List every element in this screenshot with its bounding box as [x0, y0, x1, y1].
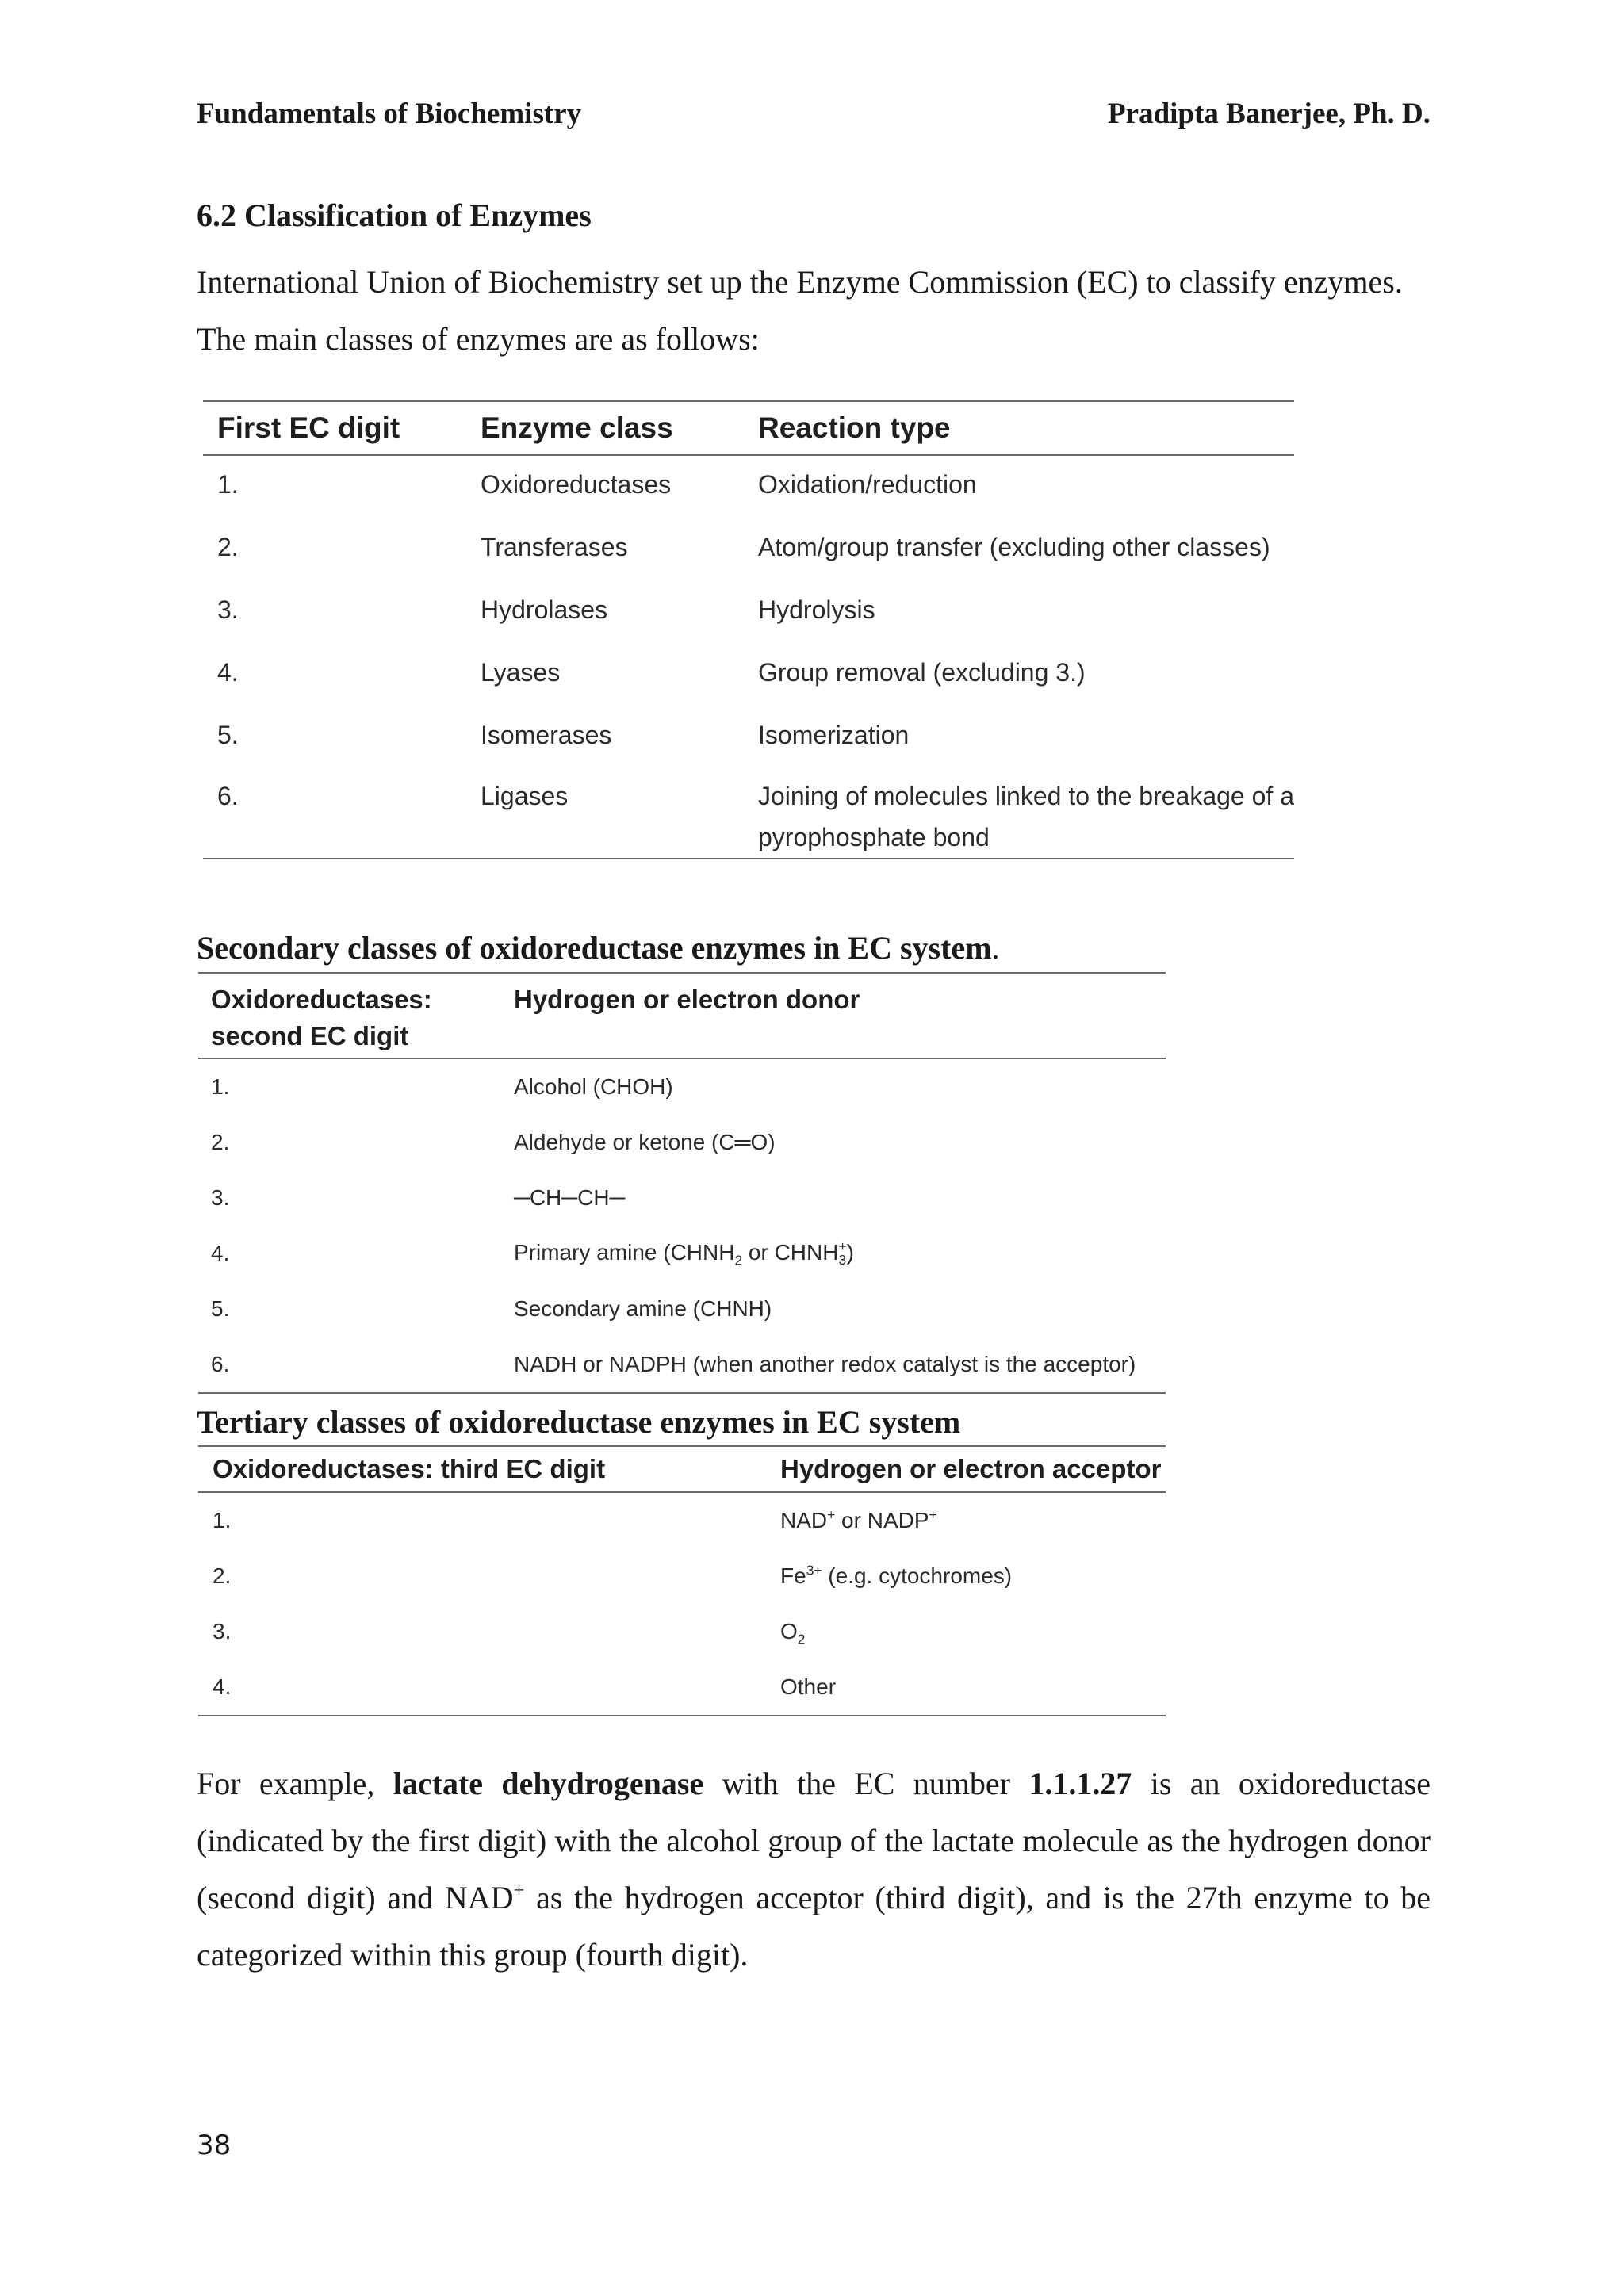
- donor-cell: Alcohol (CHOH): [514, 1074, 673, 1099]
- enzyme-name: lactate dehydrogenase: [393, 1766, 704, 1801]
- ec-digit-cell: 6.: [217, 782, 239, 810]
- ec-digit-cell: 1.: [211, 1074, 230, 1099]
- donor-cell: Aldehyde or ketone (C═O): [514, 1130, 776, 1154]
- ec-digit-cell: 1.: [217, 470, 239, 499]
- table-row: [198, 1659, 1166, 1716]
- table-header-row: [198, 1446, 1166, 1492]
- tertiary-classes-table: [198, 1445, 1166, 1716]
- column-header: Reaction type: [758, 401, 1294, 455]
- acceptor-text: or NADP: [835, 1508, 929, 1533]
- table-row: [203, 581, 1294, 644]
- enzyme-class-cell: Transferases: [481, 533, 628, 561]
- enzyme-class-cell: Hydrolases: [481, 595, 608, 624]
- example-text: as the hydrogen acceptor (third digit), and is the 27th enzyme to be categorized within this group (fourth digit).: [197, 1880, 1431, 1973]
- table-row: [203, 769, 1294, 859]
- secondary-classes-table: [198, 972, 1166, 1394]
- donor-cell: ─CH─CH─: [514, 1185, 626, 1210]
- ec-digit-cell: 3.: [217, 595, 239, 624]
- column-header: Enzyme class: [481, 401, 758, 455]
- ec-digit-cell: 4.: [213, 1674, 232, 1699]
- superscript: 3+: [806, 1562, 822, 1578]
- table-row: [198, 1226, 1166, 1281]
- enzyme-class-cell: Ligases: [481, 782, 569, 810]
- column-header: Oxidoreductases: third EC digit: [198, 1446, 780, 1492]
- column-header: [198, 973, 514, 1058]
- ec-digit-cell: 4.: [211, 1241, 230, 1265]
- book-title: Fundamentals of Biochemistry: [197, 98, 582, 130]
- example-text: For example,: [197, 1766, 393, 1801]
- caption-text: Secondary classes of oxidoreductase enzymes in EC system: [197, 930, 992, 966]
- acceptor-text: NAD: [780, 1508, 828, 1533]
- ec-number: 1.1.1.27: [1028, 1766, 1132, 1801]
- column-header: First EC digit: [203, 401, 481, 455]
- superscript: +: [827, 1506, 836, 1523]
- intro-paragraph: International Union of Biochemistry set up the Enzyme Commission (EC) to classify enzymes. The main classes of enzymes are as follows:: [197, 264, 1403, 357]
- table-row: [203, 644, 1294, 706]
- ec-digit-cell: 4.: [217, 658, 239, 687]
- caption-period: .: [991, 930, 1000, 966]
- table-row: [203, 455, 1294, 519]
- ec-digit-cell: 2.: [211, 1130, 230, 1154]
- subscript: 2: [734, 1252, 743, 1269]
- subscript: 2: [797, 1631, 806, 1647]
- acceptor-text: Fe: [780, 1563, 806, 1588]
- section-heading: 6.2 Classification of Enzymes: [197, 197, 592, 233]
- subscript: 3: [838, 1252, 847, 1269]
- donor-text: or CHNH: [742, 1239, 839, 1265]
- ec-digit-cell: 3.: [213, 1619, 232, 1644]
- ec-digit-cell: 2.: [213, 1563, 232, 1588]
- reaction-type-cell: Isomerization: [758, 721, 910, 749]
- donor-cell: Secondary amine (CHNH): [514, 1296, 772, 1321]
- ec-digit-cell: 6.: [211, 1352, 230, 1376]
- acceptor-cell: [780, 1548, 1166, 1604]
- reaction-type-cell: Group removal (excluding 3.): [758, 658, 1086, 687]
- reaction-type-cell: Oxidation/reduction: [758, 470, 977, 499]
- acceptor-text: O: [780, 1619, 798, 1644]
- author-name: Pradipta Banerjee, Ph. D.: [1108, 98, 1431, 130]
- superscript: +: [513, 1880, 525, 1902]
- table-header-row: [198, 973, 1166, 1058]
- acceptor-cell: [780, 1604, 1166, 1659]
- example-text: is an oxidoreductase (indicated by the first digit) with the alcohol group of the lactate molecule as the hydrogen donor (second digit) and NAD: [197, 1766, 1431, 1915]
- table-row: [198, 1548, 1166, 1604]
- donor-cell: [514, 1226, 1166, 1281]
- column-header: Hydrogen or electron donor: [514, 973, 1166, 1058]
- table-row: [198, 1604, 1166, 1659]
- acceptor-cell: Other: [780, 1674, 837, 1699]
- example-paragraph: [197, 1755, 1431, 1984]
- ec-digit-cell: 5.: [211, 1296, 230, 1321]
- superscript: +: [929, 1506, 937, 1523]
- donor-text: Primary amine (CHNH: [514, 1239, 735, 1265]
- acceptor-text: (e.g. cytochromes): [822, 1563, 1013, 1588]
- page-number: 38: [197, 2130, 232, 2161]
- header-line: Oxidoreductases:: [211, 985, 432, 1014]
- reaction-type-cell: Joining of molecules linked to the breakage of a pyrophosphate bond: [758, 782, 1294, 851]
- enzyme-class-cell: Oxidoreductases: [481, 470, 672, 499]
- table-row: [203, 706, 1294, 769]
- ec-digit-cell: 5.: [217, 721, 239, 749]
- table-row: [198, 1281, 1166, 1337]
- example-text: with the EC number: [703, 1766, 1029, 1801]
- ec-digit-cell: 1.: [213, 1508, 232, 1533]
- donor-cell: NADH or NADPH (when another redox catalyst is the acceptor): [514, 1352, 1136, 1376]
- acceptor-cell: [780, 1492, 1166, 1548]
- table-row: [198, 1492, 1166, 1548]
- ec-digit-cell: 2.: [217, 533, 239, 561]
- table-row: [203, 519, 1294, 581]
- tertiary-classes-caption: Tertiary classes of oxidoreductase enzymes in EC system: [197, 1404, 961, 1440]
- table-row: [198, 1058, 1166, 1115]
- donor-text: ): [846, 1239, 854, 1265]
- table-row: [198, 1337, 1166, 1393]
- reaction-type-cell: Atom/group transfer (excluding other classes): [758, 533, 1270, 561]
- column-header: Hydrogen or electron acceptor: [780, 1446, 1166, 1492]
- secondary-classes-caption: [197, 929, 1000, 966]
- table-header-row: [203, 401, 1294, 455]
- enzyme-class-cell: Isomerases: [481, 721, 612, 749]
- reaction-type-cell: Hydrolysis: [758, 595, 875, 624]
- charge-stack: [838, 1240, 846, 1268]
- enzyme-classes-table: [203, 400, 1294, 859]
- header-line: second EC digit: [211, 1021, 409, 1050]
- superscript: +: [838, 1238, 847, 1254]
- table-row: [198, 1115, 1166, 1170]
- ec-digit-cell: 3.: [211, 1185, 230, 1210]
- table-row: [198, 1170, 1166, 1226]
- enzyme-class-cell: Lyases: [481, 658, 561, 687]
- running-header: [197, 97, 1431, 131]
